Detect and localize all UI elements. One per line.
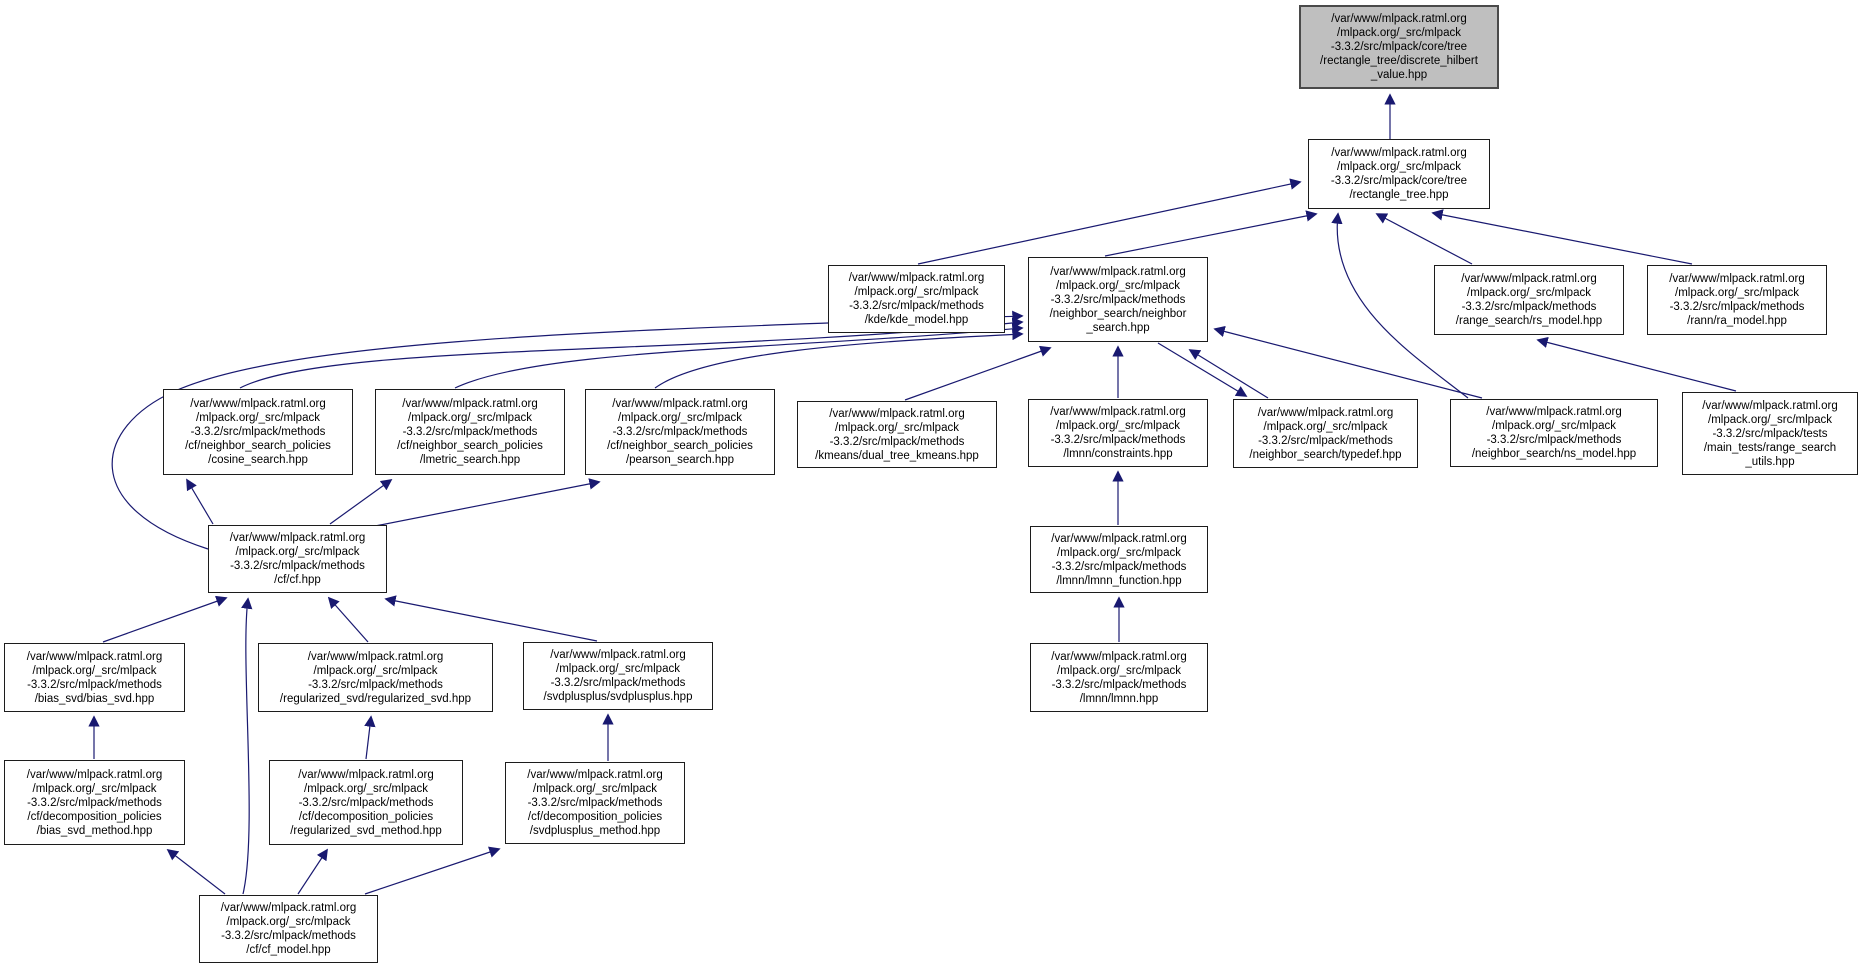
node-path-line: /var/www/mlpack.ratml.org [190, 398, 326, 410]
edge-cf-to-lmetric_search [330, 480, 391, 524]
node-bias-svd-hpp[interactable] [4, 643, 185, 712]
node-path-line: /neighbor_search/neighbor [1049, 307, 1187, 320]
node-path-line: /kmeans/dual_tree_kmeans.hpp [815, 449, 979, 462]
node-path-line: /var/www/mlpack.ratml.org [402, 398, 538, 410]
node-path-line: -3.3.2/src/mlpack/methods [1051, 560, 1187, 573]
node-svdplusplus-method-hpp[interactable] [505, 762, 685, 844]
node-path-line: /mlpack.org/_src/mlpack [304, 782, 428, 795]
node-path-line: _value.hpp [1370, 69, 1428, 81]
node-discrete-hilbert-value-hpp [1299, 5, 1499, 89]
edge-lmetric_search-to-neighbor_search [455, 328, 1022, 388]
node-path-line: -3.3.2/src/mlpack/methods [190, 426, 326, 438]
node-path-line: -3.3.2/src/mlpack/methods [1051, 678, 1187, 691]
node-lmetric-search-hpp[interactable] [375, 389, 565, 475]
node-path-line: /cf/decomposition_policies [27, 810, 162, 823]
edge-cf_model-to-bias_svd_method [168, 850, 225, 894]
node-path-line: /lmnn/lmnn.hpp [1079, 692, 1159, 705]
node-path-line: -3.3.2/src/mlpack/methods [829, 435, 965, 448]
node-constraints-hpp[interactable] [1028, 399, 1208, 467]
node-path-line: /mlpack.org/_src/mlpack [1708, 413, 1832, 426]
node-path-line: /kde/kde_model.hpp [864, 314, 969, 326]
node-regularized-svd-method-hpp[interactable] [269, 760, 463, 845]
node-path-line: /lmnn/lmnn_function.hpp [1056, 574, 1182, 587]
node-path-line: /var/www/mlpack.ratml.org [307, 650, 444, 663]
edge-cf-to-cosine_search [187, 480, 213, 524]
node-path-line: /mlpack.org/_src/mlpack [1056, 279, 1180, 292]
node-dual-tree-kmeans-hpp[interactable] [797, 401, 997, 468]
node-path-line: /var/www/mlpack.ratml.org [829, 407, 965, 420]
edge-cf_model-to-cf [243, 599, 249, 894]
node-path-line: /rectangle_tree.hpp [1349, 189, 1449, 201]
node-path-line: /mlpack.org/_src/mlpack [854, 286, 979, 298]
edge-regularized_svd_method-to-regularized_svd [366, 717, 371, 759]
node-path-line: -3.3.2/src/mlpack/methods [1486, 434, 1622, 446]
node-lmnn-function-hpp[interactable] [1030, 526, 1208, 593]
node-svdplusplus-hpp[interactable] [523, 642, 713, 710]
node-path-line: /mlpack.org/_src/mlpack [1337, 27, 1461, 39]
node-path-line: /var/www/mlpack.ratml.org [848, 272, 985, 284]
edge-range_search_utils-to-rs_model [1538, 340, 1736, 391]
node-path-line: _search.hpp [1086, 321, 1150, 334]
node-path-line: /cf/neighbor_search_policies [185, 440, 331, 452]
node-kde-model-hpp[interactable] [828, 265, 1005, 333]
node-path-line: /lmnn/constraints.hpp [1063, 448, 1173, 460]
node-path-line: /mlpack.org/_src/mlpack [1675, 287, 1799, 299]
node-path-line: -3.3.2/src/mlpack/methods [27, 796, 162, 809]
node-path-line: -3.3.2/src/mlpack/methods [221, 930, 356, 942]
node-cf-model-hpp[interactable] [199, 895, 378, 963]
node-path-line: /svdplusplus/svdplusplus.hpp [543, 691, 693, 703]
node-path-line: /rann/ra_model.hpp [1687, 315, 1787, 327]
node-path-line: /cf/neighbor_search_policies [397, 440, 543, 452]
node-path-line: _utils.hpp [1745, 455, 1795, 468]
node-path-line: /mlpack.org/_src/mlpack [618, 412, 742, 424]
node-path-line: /regularized_svd_method.hpp [290, 824, 442, 837]
node-path-line: /var/www/mlpack.ratml.org [550, 649, 686, 661]
node-path-line: /lmetric_search.hpp [419, 454, 521, 466]
node-path-line: /var/www/mlpack.ratml.org [1050, 265, 1186, 278]
node-path-line: /neighbor_search/typedef.hpp [1249, 448, 1402, 461]
node-path-line: -3.3.2/src/mlpack/methods [550, 677, 686, 689]
node-lmnn-hpp[interactable] [1030, 643, 1208, 712]
edge-cf_model-to-regularized_svd_method [298, 850, 327, 894]
node-path-line: /var/www/mlpack.ratml.org [1486, 406, 1622, 418]
node-cosine-search-hpp[interactable] [163, 389, 353, 475]
node-path-line: /var/www/mlpack.ratml.org [1051, 532, 1187, 545]
node-path-line: /mlpack.org/_src/mlpack [1337, 161, 1461, 173]
node-path-line: -3.3.2/src/mlpack/methods [1461, 301, 1597, 313]
node-path-line: -3.3.2/src/mlpack/methods [1050, 434, 1186, 446]
node-path-line: /var/www/mlpack.ratml.org [1702, 399, 1838, 412]
node-path-line: /cf/neighbor_search_policies [607, 440, 753, 452]
edge-cf-to-pearson_search [370, 482, 599, 527]
node-path-line: /var/www/mlpack.ratml.org [1331, 13, 1467, 25]
node-path-line: /pearson_search.hpp [625, 454, 735, 466]
node-path-line: /var/www/mlpack.ratml.org [1331, 147, 1467, 159]
node-range-search-utils-hpp[interactable] [1682, 392, 1858, 475]
node-path-line: /regularized_svd/regularized_svd.hpp [279, 692, 472, 705]
node-path-line: /rectangle_tree/discrete_hilbert [1320, 55, 1478, 67]
node-path-line: /mlpack.org/_src/mlpack [32, 664, 157, 677]
edge-svdplusplus-to-cf [386, 599, 597, 641]
node-path-line: /var/www/mlpack.ratml.org [26, 650, 163, 663]
node-path-line: /mlpack.org/_src/mlpack [408, 412, 532, 424]
node-path-line: -3.3.2/src/mlpack/methods [612, 426, 748, 438]
node-path-line: /mlpack.org/_src/mlpack [1467, 287, 1591, 299]
node-path-line: /svdplusplus_method.hpp [529, 825, 661, 837]
node-path-line: /mlpack.org/_src/mlpack [313, 664, 438, 677]
node-path-line: /mlpack.org/_src/mlpack [32, 782, 157, 795]
edge-dual_tree_kmeans-to-neighbor_search [905, 348, 1050, 400]
node-path-line: -3.3.2/src/mlpack/methods [230, 560, 365, 572]
node-path-line: /range_search/rs_model.hpp [1455, 315, 1603, 327]
node-path-line: /mlpack.org/_src/mlpack [533, 783, 657, 795]
node-path-line: /cf/decomposition_policies [527, 811, 663, 823]
node-path-line: /var/www/mlpack.ratml.org [1051, 650, 1187, 663]
edge-pearson_search-to-neighbor_search [655, 334, 1022, 388]
node-path-line: /var/www/mlpack.ratml.org [1257, 406, 1394, 419]
node-path-line: /mlpack.org/_src/mlpack [226, 916, 351, 928]
edge-typedef-to-neighbor_search [1190, 350, 1268, 398]
edge-kde_model-to-rectangle_tree [918, 182, 1300, 264]
node-cf-hpp[interactable] [208, 525, 387, 593]
node-path-line: /var/www/mlpack.ratml.org [527, 769, 663, 781]
node-ns-model-hpp[interactable] [1450, 399, 1658, 467]
node-path-line: /neighbor_search/ns_model.hpp [1471, 448, 1637, 460]
node-path-line: -3.3.2/src/mlpack/methods [402, 426, 538, 438]
node-path-line: -3.3.2/src/mlpack/core/tree [1330, 175, 1468, 187]
node-path-line: /main_tests/range_search [1703, 441, 1837, 454]
node-typedef-hpp[interactable] [1233, 399, 1418, 468]
node-path-line: -3.3.2/src/mlpack/methods [1258, 434, 1393, 447]
node-neighbor-search-hpp[interactable] [1028, 257, 1208, 342]
node-pearson-search-hpp[interactable] [585, 389, 775, 475]
edge-cf_model-to-svdplusplus_method [365, 849, 499, 894]
node-path-line: /mlpack.org/_src/mlpack [235, 546, 360, 558]
node-path-line: /var/www/mlpack.ratml.org [1669, 273, 1805, 285]
node-path-line: -3.3.2/src/mlpack/methods [1050, 293, 1186, 306]
node-path-line: /mlpack.org/_src/mlpack [835, 421, 959, 434]
node-path-line: /var/www/mlpack.ratml.org [298, 768, 434, 781]
node-path-line: /cf/cf_model.hpp [246, 944, 331, 956]
node-path-line: -3.3.2/src/mlpack/methods [527, 797, 663, 809]
node-path-line: /var/www/mlpack.ratml.org [26, 768, 163, 781]
edge-bias_svd-to-cf [103, 598, 226, 642]
node-rs-model-hpp[interactable] [1434, 265, 1624, 335]
edge-rs_model-to-rectangle_tree [1377, 214, 1472, 264]
node-path-line: /cf/decomposition_policies [298, 810, 434, 823]
node-path-line: -3.3.2/src/mlpack/methods [27, 678, 162, 691]
node-path-line: /bias_svd_method.hpp [36, 824, 153, 837]
node-path-line: /var/www/mlpack.ratml.org [1461, 273, 1597, 285]
node-path-line: /mlpack.org/_src/mlpack [196, 412, 320, 424]
node-ra-model-hpp[interactable] [1647, 265, 1827, 335]
node-path-line: /mlpack.org/_src/mlpack [556, 663, 680, 675]
edge-ns_model-to-neighbor_search [1215, 329, 1482, 398]
edge-ra_model-to-rectangle_tree [1433, 213, 1692, 264]
node-path-line: /cf/cf.hpp [274, 574, 321, 586]
node-path-line: -3.3.2/src/mlpack/methods [849, 300, 984, 312]
node-path-line: -3.3.2/src/mlpack/methods [1669, 301, 1805, 313]
node-rectangle-tree-hpp[interactable] [1308, 139, 1490, 209]
node-path-line: /var/www/mlpack.ratml.org [229, 532, 366, 544]
edge-regularized_svd-to-cf [329, 598, 368, 642]
node-path-line: /mlpack.org/_src/mlpack [1057, 664, 1181, 677]
node-bias-svd-method-hpp[interactable] [4, 760, 185, 845]
node-path-line: /var/www/mlpack.ratml.org [220, 902, 357, 914]
node-path-line: -3.3.2/src/mlpack/core/tree [1330, 41, 1468, 53]
node-path-line: -3.3.2/src/mlpack/methods [308, 678, 443, 691]
node-path-line: /cosine_search.hpp [208, 454, 308, 466]
node-path-line: /mlpack.org/_src/mlpack [1057, 546, 1181, 559]
node-path-line: /mlpack.org/_src/mlpack [1263, 420, 1388, 433]
edge-neighbor_search-to-typedef [1158, 343, 1246, 396]
node-path-line: /var/www/mlpack.ratml.org [1050, 406, 1186, 418]
node-path-line: /bias_svd/bias_svd.hpp [34, 692, 155, 705]
node-path-line: /mlpack.org/_src/mlpack [1492, 420, 1616, 432]
node-regularized-svd-hpp[interactable] [258, 643, 493, 712]
node-path-line: /mlpack.org/_src/mlpack [1056, 420, 1180, 432]
edge-neighbor_search-to-rectangle_tree [1105, 214, 1316, 256]
node-path-line: /var/www/mlpack.ratml.org [612, 398, 748, 410]
node-path-line: -3.3.2/src/mlpack/methods [298, 796, 434, 809]
node-path-line: -3.3.2/src/mlpack/tests [1712, 427, 1828, 440]
